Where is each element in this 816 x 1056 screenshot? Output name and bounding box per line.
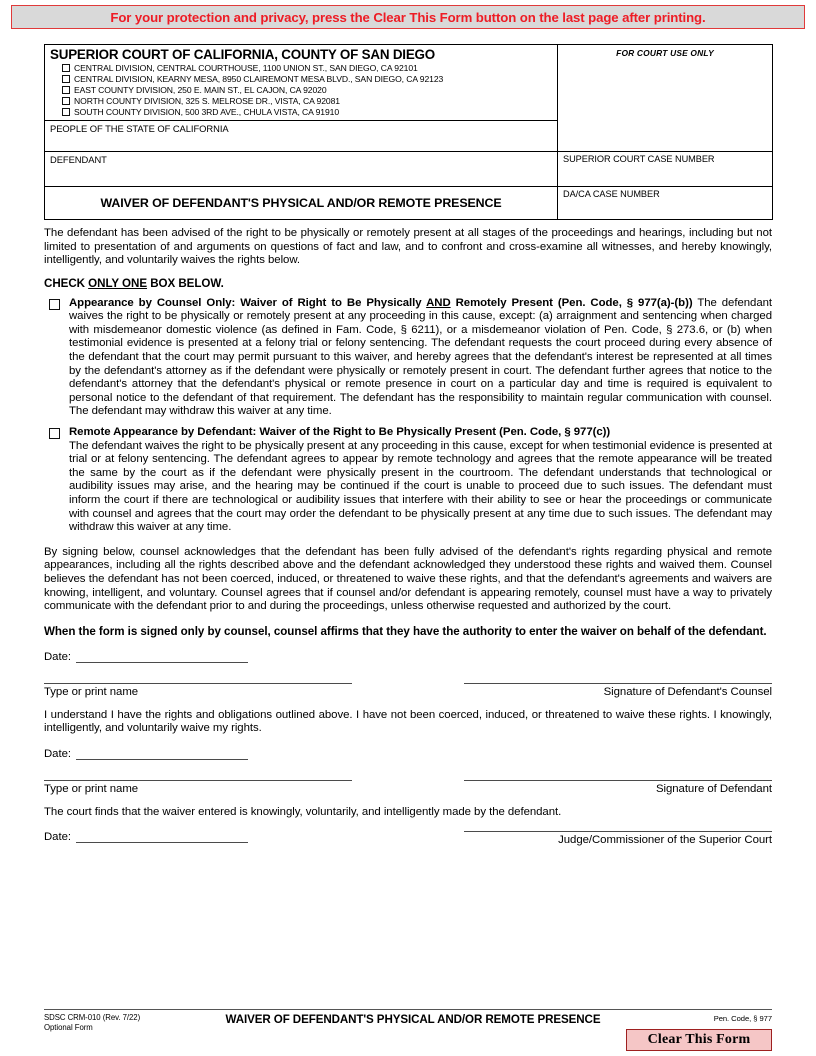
form-title-cell <box>45 186 558 219</box>
counsel-date-input[interactable] <box>76 651 248 663</box>
superior-court-case-number-label: SUPERIOR COURT CASE NUMBER <box>563 153 715 164</box>
option-remote-appearance-by-defendant[interactable] <box>44 426 772 535</box>
checkbox-icon[interactable] <box>62 97 70 105</box>
defendant-acknowledgement-paragraph: I understand I have the rights and obligations outlined above. I have not been coerced, induced, or threatened to waive these rights. I knowingly, intelligently, and voluntarily waive my rights. <box>44 708 772 735</box>
division-option[interactable] <box>50 63 553 74</box>
da-ca-case-number-field[interactable] <box>558 186 773 219</box>
date-label: Date: <box>44 831 71 844</box>
judge-signature-row <box>44 831 772 846</box>
division-label: EAST COUNTY DIVISION, 250 E. MAIN ST., EL CAJON, CA 92020 <box>74 84 327 95</box>
judge-signature-block <box>464 831 772 846</box>
defendant-field[interactable] <box>45 151 558 186</box>
division-option[interactable] <box>50 96 553 107</box>
people-field[interactable] <box>45 120 558 151</box>
checkbox-icon[interactable] <box>62 86 70 94</box>
for-court-use-only-cell <box>558 45 773 152</box>
division-option[interactable] <box>50 85 553 96</box>
checkbox-icon[interactable] <box>49 299 60 310</box>
intro-paragraph: The defendant has been advised of the right to be physically or remotely present at all stages of the proceedings and hearings, including but not limited to presentation of and arguments on questions of fact and law, and to confront and cross-examine all witnesses, and hereby knowingly, intelligently, and voluntarily waives the rights below. <box>44 226 772 267</box>
checkbox-icon[interactable] <box>49 428 60 439</box>
clear-this-form-button[interactable]: Clear This Form <box>626 1029 772 1051</box>
division-option[interactable] <box>50 107 553 118</box>
for-court-use-only-label: FOR COURT USE ONLY <box>616 48 714 58</box>
counsel-print-name-block <box>44 683 352 698</box>
check-one-pre: CHECK <box>44 276 89 290</box>
defendant-signature-caption: Signature of Defendant <box>655 782 772 795</box>
counsel-print-name-input[interactable] <box>44 683 352 684</box>
option-appearance-by-counsel-only[interactable] <box>44 297 772 419</box>
defendant-label: DEFENDANT <box>50 153 107 165</box>
defendant-print-name-block <box>44 780 352 795</box>
counsel-affirmation-paragraph: When the form is signed only by counsel, counsel affirms that they have the authority to enter the waiver on behalf of the defendant. <box>44 624 767 638</box>
check-one-emphasis: ONLY ONE <box>88 276 148 290</box>
footer-form-number: SDSC CRM-010 (Rev. 7/22) <box>44 1013 141 1022</box>
division-label: CENTRAL DIVISION, KEARNY MESA, 8950 CLAIREMONT MESA BLVD., SAN DIEGO, CA 92123 <box>74 73 444 84</box>
counsel-signature-input[interactable] <box>464 683 772 684</box>
counsel-signature-block <box>464 683 772 698</box>
defendant-signature-block <box>464 780 772 795</box>
option-2-text <box>69 426 772 535</box>
counsel-signature-row <box>44 683 772 698</box>
footer-form-type: Optional Form <box>44 1022 93 1032</box>
form-body <box>44 44 772 846</box>
judge-spacer <box>44 831 352 846</box>
counsel-acknowledgement-paragraph: By signing below, counsel acknowledges that the defendant has been fully advised of the defendant's rights regarding physical and remote appearances, including all the rights described above and the defendant acknowledged they understood these rights and waived them. Counsel believes the defendant has not been coerced, induced, or threatened to waive these rights, and that the defendant's agreements and waivers are knowing, intelligent, and voluntary. Counsel agrees that if counsel and/or defendant is appearing remotely, counsel must have a way to privately communicate with the defendant prior to and during the proceedings, unless otherwise requested and authorized by the court. <box>44 545 772 613</box>
option-1-heading-emphasis: AND <box>426 296 451 309</box>
court-title: SUPERIOR COURT OF CALIFORNIA, COUNTY OF SAN DIEGO <box>50 47 435 62</box>
division-label: SOUTH COUNTY DIVISION, 500 3RD AVE., CHULA VISTA, CA 91910 <box>74 106 339 117</box>
da-ca-case-number-label: DA/CA CASE NUMBER <box>563 188 660 199</box>
option-1-heading-part-1: Appearance by Counsel Only: Waiver of Right to Be Physically <box>69 296 427 309</box>
division-label: CENTRAL DIVISION, CENTRAL COURTHOUSE, 1100 UNION ST., SAN DIEGO, CA 92101 <box>74 63 418 73</box>
court-finding-paragraph: The court finds that the waiver entered is knowingly, voluntarily, and intelligently made by the defendant. <box>44 805 562 818</box>
option-2-heading: Remote Appearance by Defendant: Waiver of the Right to Be Physically Present (Pen. Code, § 977(c)) <box>69 426 611 439</box>
privacy-banner-text: For your protection and privacy, press the Clear This Form button on the last page after printing. <box>110 9 706 25</box>
date-label: Date: <box>44 747 71 760</box>
footer-title: WAIVER OF DEFENDANT'S PHYSICAL AND/OR REMOTE PRESENCE <box>225 1013 601 1026</box>
judge-signature-input[interactable] <box>464 831 772 832</box>
defendant-signature-row <box>44 780 772 795</box>
form-footer <box>44 1009 772 1047</box>
privacy-banner <box>11 5 805 29</box>
option-1-heading-part-2: Remotely Present (Pen. Code, § 977(a)-(b)) <box>450 296 693 309</box>
court-identification-cell <box>45 45 558 121</box>
checkbox-icon[interactable] <box>62 64 70 72</box>
counsel-date-row[interactable] <box>44 651 772 663</box>
defendant-print-name-input[interactable] <box>44 780 352 781</box>
footer-citation: Pen. Code, § 977 <box>713 1014 772 1023</box>
people-label: PEOPLE OF THE STATE OF CALIFORNIA <box>50 122 229 134</box>
division-label: NORTH COUNTY DIVISION, 325 S. MELROSE DR., VISTA, CA 92081 <box>74 95 340 106</box>
defendant-date-row[interactable] <box>44 748 772 760</box>
footer-divider <box>44 1009 772 1010</box>
date-label: Date: <box>44 650 71 663</box>
page-title: WAIVER OF DEFENDANT'S PHYSICAL AND/OR REMOTE PRESENCE <box>100 195 502 210</box>
defendant-print-name-caption: Type or print name <box>44 782 139 795</box>
superior-court-case-number-field[interactable] <box>558 151 773 186</box>
footer-form-id <box>44 1013 194 1032</box>
check-one-instruction <box>44 277 772 290</box>
division-option[interactable] <box>50 74 553 85</box>
option-1-text <box>69 297 772 419</box>
option-2-body: The defendant waives the right to be physically present at any proceeding in this cause, except for when testimonial evidence is presented at trial or at felony sentencing. The defendant agrees to appear by remote technology and agrees that the remote appearance will be treated the same by the court as if the defendant were physically present in the courtroom. The defendant understands that technological or audibility issues may arise, and the hearing may be continued if the court is unable to proceed due to such issues. The defendant must inform the court if there are technological or audibility issues that interfere with their ability to see or hear the proceedings or communicate with counsel and agrees that the court may order the defendant to be physically present at any time due to such issues. The defendant may withdraw this waiver at any time. <box>69 439 772 534</box>
checkbox-icon[interactable] <box>62 108 70 116</box>
option-1-body: The defendant waives the right to be physically or remotely present at any proceeding in this cause, except: (a) arraignment and sentencing when charged with misdemeanor domestic violence (as defined in Fam. Code, § 6211), or a misdemeanor violation of Pen. Code, § 273.6, or (b) when testimonial evidence is presented at a felony trial or felony sentencing. The defendant requests the court proceed during every absence of the defendant that the court may permit pursuant to this waiver, and hereby agrees that the defendant's interest be represented at all times by the defendant's attorney as if the defendant were physically or remotely present in court. The defendant further agrees that notice to the defendant's attorney that the defendant's physical or remote presence in court on a particular day and time is required is equivalent to personal notice to the defendant of that requirement. The defendant has the responsibility to maintain regular communication with counsel. The defendant may withdraw this waiver at any time. <box>69 296 772 418</box>
defendant-date-input[interactable] <box>76 748 248 760</box>
counsel-signature-caption: Signature of Defendant's Counsel <box>603 685 772 698</box>
defendant-signature-input[interactable] <box>464 780 772 781</box>
judge-signature-caption: Judge/Commissioner of the Superior Court <box>558 834 772 847</box>
division-checkbox-list <box>50 63 553 118</box>
caption-table <box>44 44 773 220</box>
counsel-print-name-caption: Type or print name <box>44 685 139 698</box>
checkbox-icon[interactable] <box>62 75 70 83</box>
check-one-post: BOX BELOW. <box>147 276 224 290</box>
